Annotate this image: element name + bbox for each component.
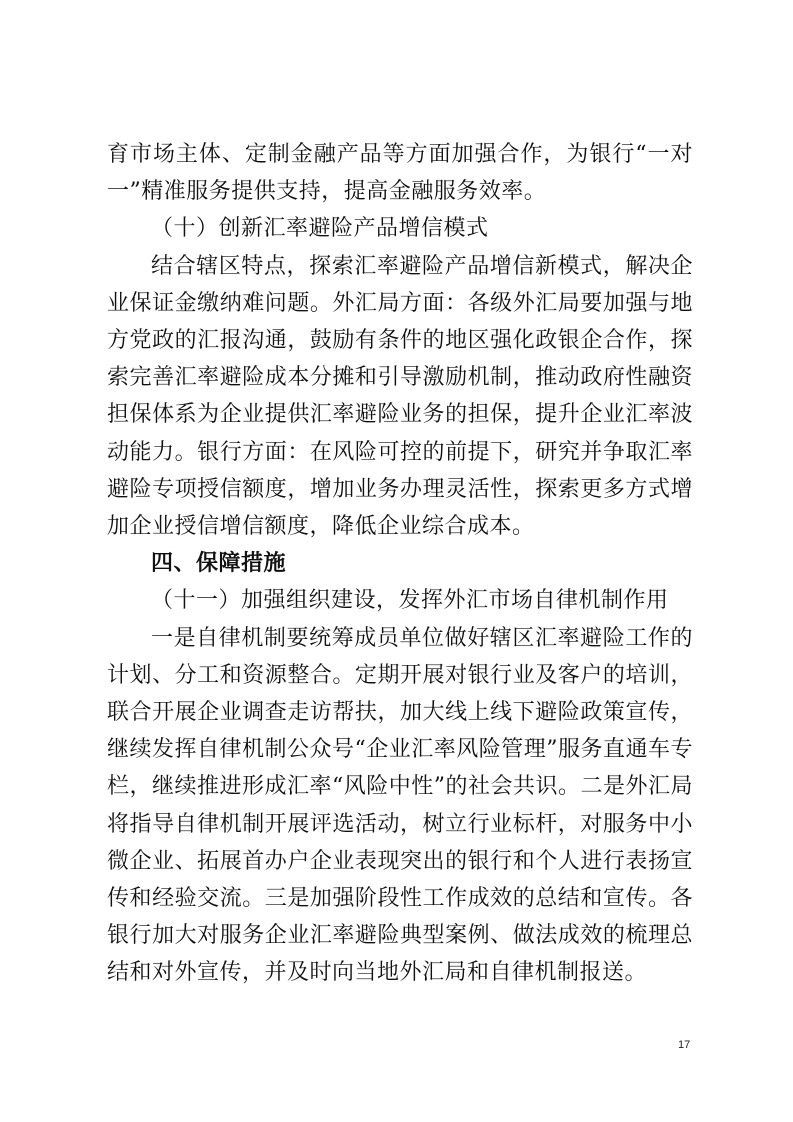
document-body (107, 136, 693, 992)
paragraph-continuation: 育市场主体、定制金融产品等方面加强合作，为银行“一对一”精准服务提供支持，提高金融服务效率。 (107, 142, 693, 205)
page-number: 17 (678, 1039, 691, 1051)
section-heading-11: （十一）加强组织建设，发挥外汇市场自律机制作用 (151, 588, 669, 614)
section-heading-10: （十）创新汇率避险产品增信模式 (151, 216, 489, 242)
paragraph-section-10-body: 结合辖区特点，探索汇率避险产品增信新模式，解决企业保证金缴纳难问题。外汇局方面：各级外汇局要加强与地方党政的汇报沟通，鼓励有条件的地区强化政银企合作，探索完善汇率避险成本分摊和引导激励机制，推动政府性融资担保体系为企业提供汇率避险业务的担保，提升企业汇率波动能力。银行方面：在风险可控的前提下，研究并争取汇率避险专项授信额度，增加业务办理灵活性，探索更多方式增加企业授信增信额度，降低企业综合成本。 (107, 253, 693, 540)
paragraph-section-11-body: 一是自律机制要统筹成员单位做好辖区汇率避险工作的计划、分工和资源整合。定期开展对银行业及客户的培训，联合开展企业调查走访帮扶，加大线上线下避险政策宣传，继续发挥自律机制公众号“企业汇率风险管理”服务直通车专栏，继续推进形成汇率“风险中性”的社会共识。二是外汇局将指导自律机制开展评选活动，树立行业标杆，对服务中小微企业、拓展首办户企业表现突出的银行和个人进行表扬宣传和经验交流。三是加强阶段性工作成效的总结和宣传。各银行加大对服务企业汇率避险典型案例、做法成效的梳理总结和对外宣传，并及时向当地外汇局和自律机制报送。 (107, 625, 693, 986)
chapter-heading-safeguards: 四、保障措施 (151, 551, 287, 577)
